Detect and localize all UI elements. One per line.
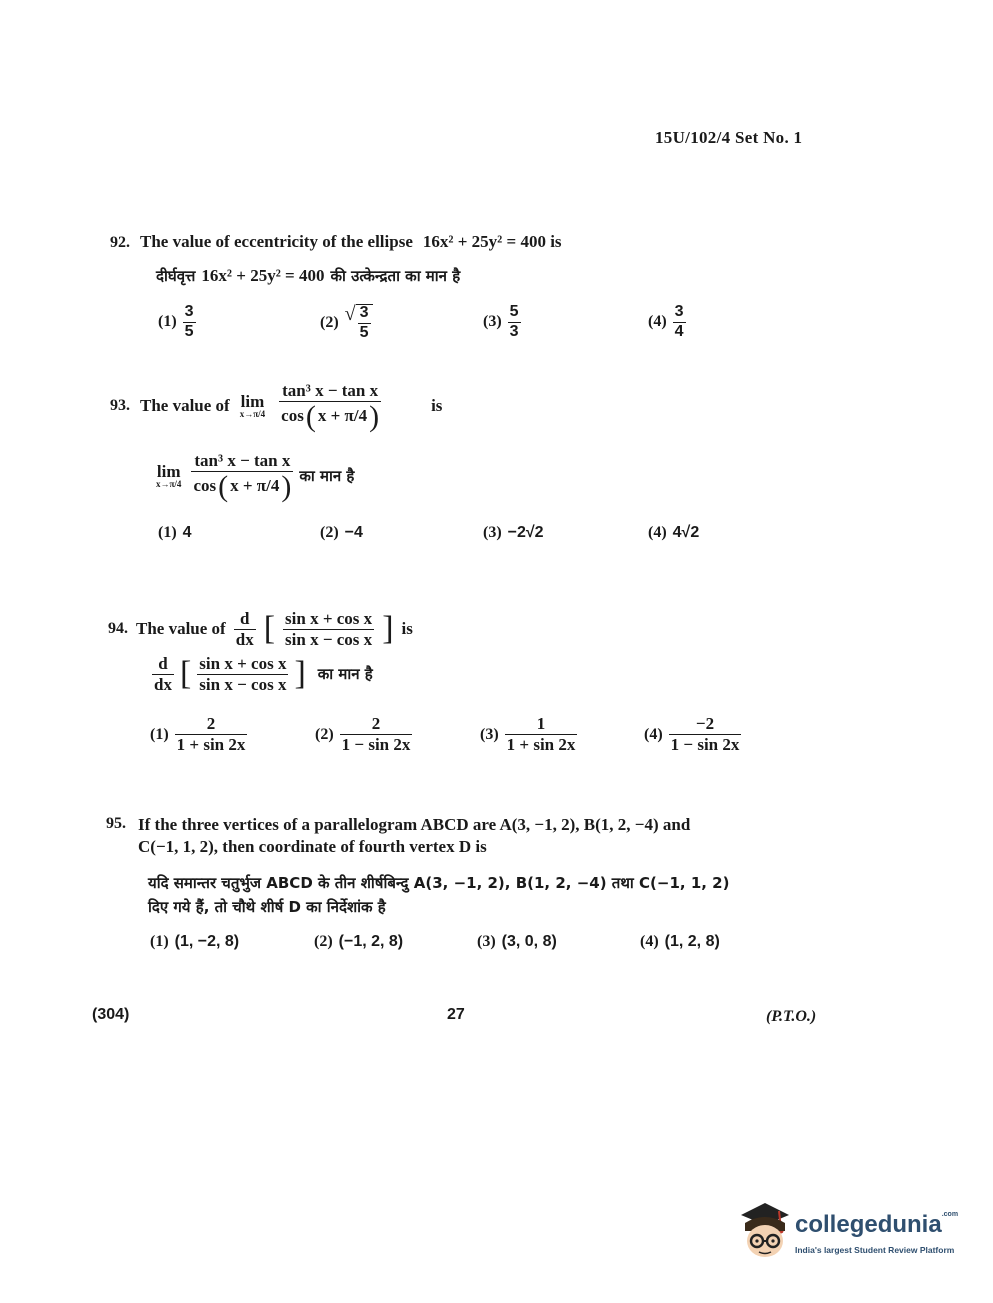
option-num: 3 — [674, 303, 684, 320]
option-den: 1 + sin 2x — [506, 735, 576, 755]
option-4[interactable] — [644, 715, 741, 754]
question-text-en-line2: C(−1, 1, 2), then coordinate of fourth vertex D is — [138, 837, 487, 856]
limit-fraction: tan³ x − tan x cos ( x + π/4 ) — [193, 450, 292, 503]
question-text-en-line1: If the three vertices of a parallelogram ABCD are A(3, −1, 2), B(1, 2, −4) and — [138, 815, 691, 834]
option-label: (1) — [150, 725, 169, 743]
option-value: (1, 2, 8) — [664, 933, 720, 950]
question-95 — [106, 815, 866, 957]
question-suffix-en: is — [431, 395, 443, 415]
option-value: −4 — [344, 523, 363, 541]
option-1[interactable] — [150, 933, 239, 951]
question-92 — [110, 232, 870, 348]
question-number: 93. — [110, 396, 130, 414]
option-label: (4) — [648, 313, 667, 331]
numerator: tan³ x − tan x — [282, 381, 379, 400]
option-4[interactable] — [648, 304, 686, 341]
question-text-en: The value of — [136, 619, 226, 639]
derivative-argument — [283, 610, 374, 649]
option-label: (4) — [648, 523, 667, 541]
option-label: (2) — [314, 933, 333, 950]
option-label: (2) — [320, 313, 339, 331]
logo-name: collegedunia — [795, 1211, 942, 1238]
option-den: 5 — [359, 323, 369, 341]
limit-fraction: tan³ x − tan x cos ( x + π/4 ) — [281, 381, 380, 433]
option-label: (4) — [644, 725, 663, 743]
mascot-icon — [735, 1197, 793, 1261]
inner-den: sin x − cos x — [285, 629, 373, 649]
question-number: 95. — [106, 815, 126, 832]
option-label: (1) — [158, 523, 177, 541]
option-2[interactable] — [315, 715, 412, 754]
option-den: 3 — [509, 322, 519, 340]
question-text-hi-suffix: का मान है — [299, 466, 355, 485]
option-value: 4√2 — [672, 523, 700, 541]
option-1[interactable] — [158, 524, 192, 542]
question-text-hi-prefix: दीर्घवृत्त — [156, 267, 196, 285]
collegedunia-logo[interactable] — [735, 1195, 965, 1265]
derivative-operator: $\frac{d}{dx}$ — [235, 609, 254, 649]
option-value: (3, 0, 8) — [501, 933, 557, 950]
question-text-hi-suffix: की उत्केन्द्रता का मान है — [330, 267, 461, 285]
option-2[interactable] — [320, 524, 363, 542]
logo-suffix: .com — [941, 1211, 959, 1218]
option-num: 1 — [536, 714, 546, 734]
option-1[interactable] — [150, 715, 247, 754]
paper-code: (304) — [92, 1006, 130, 1023]
option-den: 1 − sin 2x — [670, 735, 740, 755]
denominator-arg: x + π/4 — [317, 406, 368, 426]
derivative-operator: $\frac{d}{dx}$ — [154, 653, 172, 694]
logo-tagline: India's largest Student Review Platform — [795, 1245, 955, 1255]
option-2[interactable] — [320, 304, 373, 342]
question-expr-en: 16x² + 25y² = 400 is — [422, 232, 562, 251]
option-label: (3) — [480, 725, 499, 743]
inner-num: sin x + cos x — [199, 653, 287, 673]
option-den: 1 + sin 2x — [176, 735, 246, 755]
option-label: (2) — [320, 523, 339, 541]
option-num: 3 — [184, 303, 194, 320]
set-code: 15U/102/4 Set No. 1 — [655, 128, 803, 147]
option-label: (1) — [158, 313, 177, 331]
option-label: (1) — [150, 933, 169, 950]
option-1[interactable] — [158, 304, 196, 341]
derivative-argument — [197, 655, 288, 694]
limit-expr: lim x→π/4 — [156, 461, 182, 489]
question-text-en: The value of — [140, 395, 230, 415]
pto-label: (P.T.O.) — [766, 1008, 817, 1025]
option-3[interactable] — [480, 715, 577, 754]
option-den: 1 − sin 2x — [341, 735, 411, 755]
option-4[interactable] — [648, 524, 699, 542]
option-3[interactable] — [483, 304, 521, 341]
option-value: (−1, 2, 8) — [338, 933, 404, 950]
option-value: −2√2 — [507, 523, 544, 541]
sqrt-symbol: √ $\frac{3}{5}$ — [345, 304, 373, 342]
option-num: 3 — [359, 304, 369, 321]
option-label: (3) — [483, 313, 502, 331]
option-label: (3) — [477, 933, 496, 950]
option-label: (3) — [483, 523, 502, 541]
option-value: 4 — [182, 523, 192, 541]
denominator-arg: x + π/4 — [230, 476, 280, 496]
denominator-cos: cos — [281, 406, 304, 426]
question-text-hi-suffix: का मान है — [317, 665, 373, 684]
option-2[interactable] — [314, 933, 403, 951]
option-label: (2) — [315, 725, 334, 743]
option-3[interactable] — [477, 933, 557, 951]
option-den: 4 — [674, 322, 684, 340]
question-text-en: The value of eccentricity of the ellipse — [140, 232, 413, 251]
option-num: 2 — [371, 714, 381, 734]
question-expr-hi: 16x² + 25y² = 400 — [201, 266, 325, 285]
option-num: 5 — [509, 303, 519, 320]
limit-expr: lim x→π/4 — [239, 391, 266, 419]
inner-den: sin x − cos x — [199, 674, 287, 694]
denominator-cos: cos — [193, 476, 217, 496]
question-number: 94. — [108, 620, 128, 638]
question-text-hi-line1: यदि समान्तर चतुर्भुज ABCD के तीन शीर्षबिन्दु A(3, −1, 2), B(1, 2, −4) तथा C(−1, 1, 2) — [148, 874, 730, 892]
question-93 — [110, 382, 870, 550]
inner-num: sin x + cos x — [285, 609, 373, 628]
question-suffix-en: is — [401, 619, 413, 639]
question-number: 92. — [110, 234, 130, 251]
option-num: −2 — [695, 714, 715, 734]
option-num: 2 — [206, 714, 216, 734]
option-3[interactable] — [483, 524, 544, 542]
option-4[interactable] — [640, 933, 720, 951]
numerator: tan³ x − tan x — [194, 450, 291, 470]
option-den: 5 — [184, 322, 194, 340]
question-text-hi-line2: दिए गये हैं, तो चौथे शीर्ष D का निर्देशांक है — [148, 898, 386, 916]
question-94: 94. The value of $\frac{d}{dx}$ [ $\frac{\text{sin x + cos x}}{\text{sin x − cos x}}$ ] is $\frac{d}{dx}$ [ $\frac{\text{sin x + cos x}}{\text{sin x − cos x}}$ ] का मान है (1) $\frac{2}{1 + \sin 2x}$ (2) $\frac{2}{1 - \sin 2x}$ (3) $\frac{1}{1 + \sin 2x}$ (4) $\frac{-2}{1 - \sin 2x}$ — [108, 609, 740, 755]
option-value: (1, −2, 8) — [174, 933, 240, 950]
option-label: (4) — [640, 933, 659, 950]
page-number: 27 — [447, 1006, 465, 1023]
